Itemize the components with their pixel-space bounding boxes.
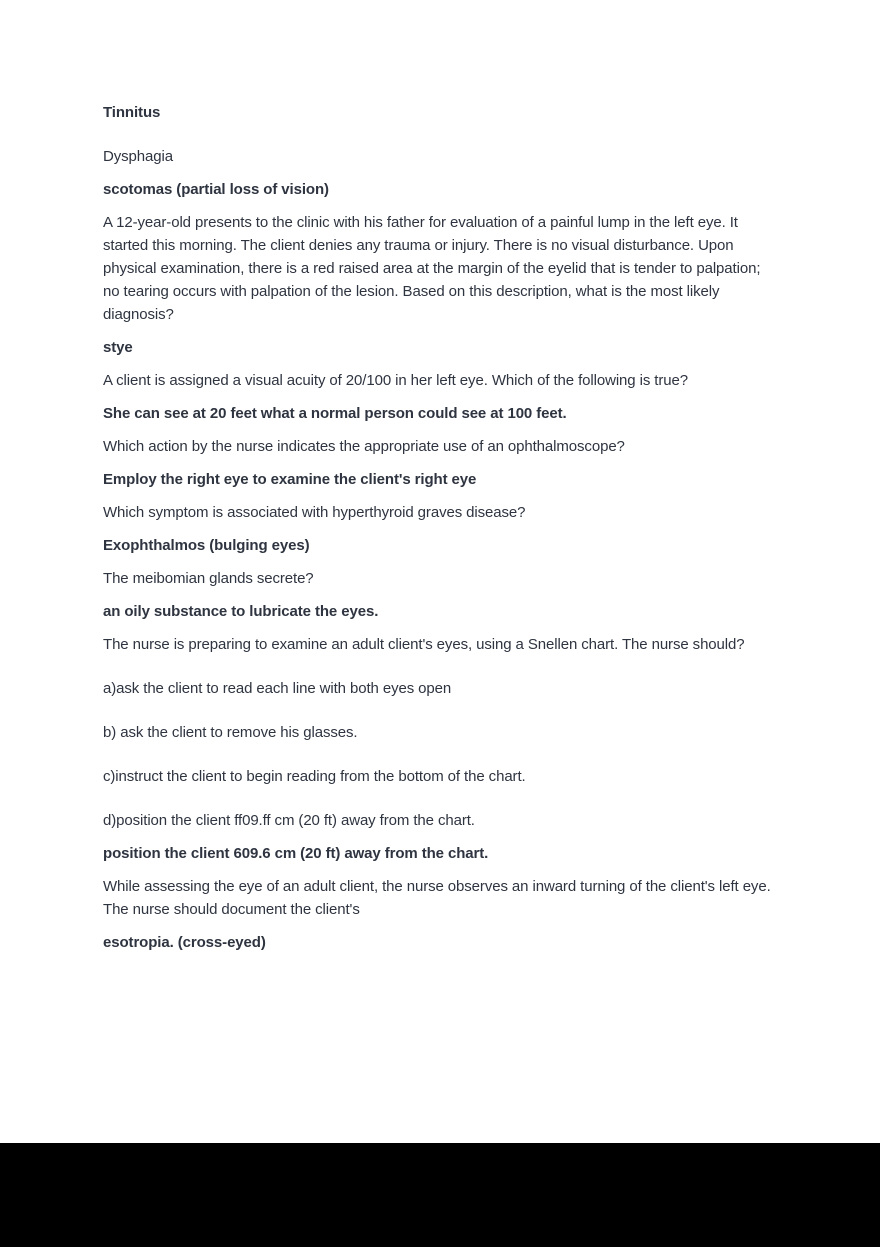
document-paragraph: a)ask the client to read each line with both eyes open [103, 680, 452, 697]
bottom-letterbox-bar [0, 1143, 880, 1247]
document-paragraph: position the client 609.6 cm (20 ft) away from the chart. [103, 845, 489, 862]
document-paragraph: Tinnitus [103, 104, 161, 121]
document-paragraph: Which symptom is associated with hyperthyroid graves disease? [103, 504, 526, 521]
document-paragraph: Employ the right eye to examine the client's right eye [103, 471, 477, 488]
document-paragraph: esotropia. (cross-eyed) [103, 934, 266, 951]
document-content [103, 101, 775, 954]
document-paragraph: an oily substance to lubricate the eyes. [103, 603, 379, 620]
document-paragraph: b) ask the client to remove his glasses. [103, 724, 358, 741]
document-paragraph: stye [103, 339, 133, 356]
document-paragraph: A 12-year-old presents to the clinic with his father for evaluation of a painful lump in the left eye. It started this morning. The client denies any trauma or injury. There is no visual disturbance. Upon physical examination, there is a red raised area at the margin of the eyelid that is tender to palpation; no tearing occurs with palpation of the lesion. Based on this description, what is the most likely diagnosis? [103, 214, 761, 323]
document-paragraph: While assessing the eye of an adult client, the nurse observes an inward turning of the client's left eye. The nurse should document the client's [103, 878, 771, 918]
document-paragraph: Dysphagia [103, 148, 173, 165]
document-paragraph: The meibomian glands secrete? [103, 570, 314, 587]
document-paragraph: A client is assigned a visual acuity of 20/100 in her left eye. Which of the following is true? [103, 372, 688, 389]
document-paragraph: Which action by the nurse indicates the appropriate use of an ophthalmoscope? [103, 438, 625, 455]
document-paragraph: The nurse is preparing to examine an adult client's eyes, using a Snellen chart. The nurse should? [103, 636, 745, 653]
document-paragraph: d)position the client ff09.ff cm (20 ft) away from the chart. [103, 812, 475, 829]
document-paragraph: Exophthalmos (bulging eyes) [103, 537, 310, 554]
document-paragraph: scotomas (partial loss of vision) [103, 181, 329, 198]
document-paragraph: She can see at 20 feet what a normal person could see at 100 feet. [103, 405, 567, 422]
document-paragraph: c)instruct the client to begin reading from the bottom of the chart. [103, 768, 526, 785]
